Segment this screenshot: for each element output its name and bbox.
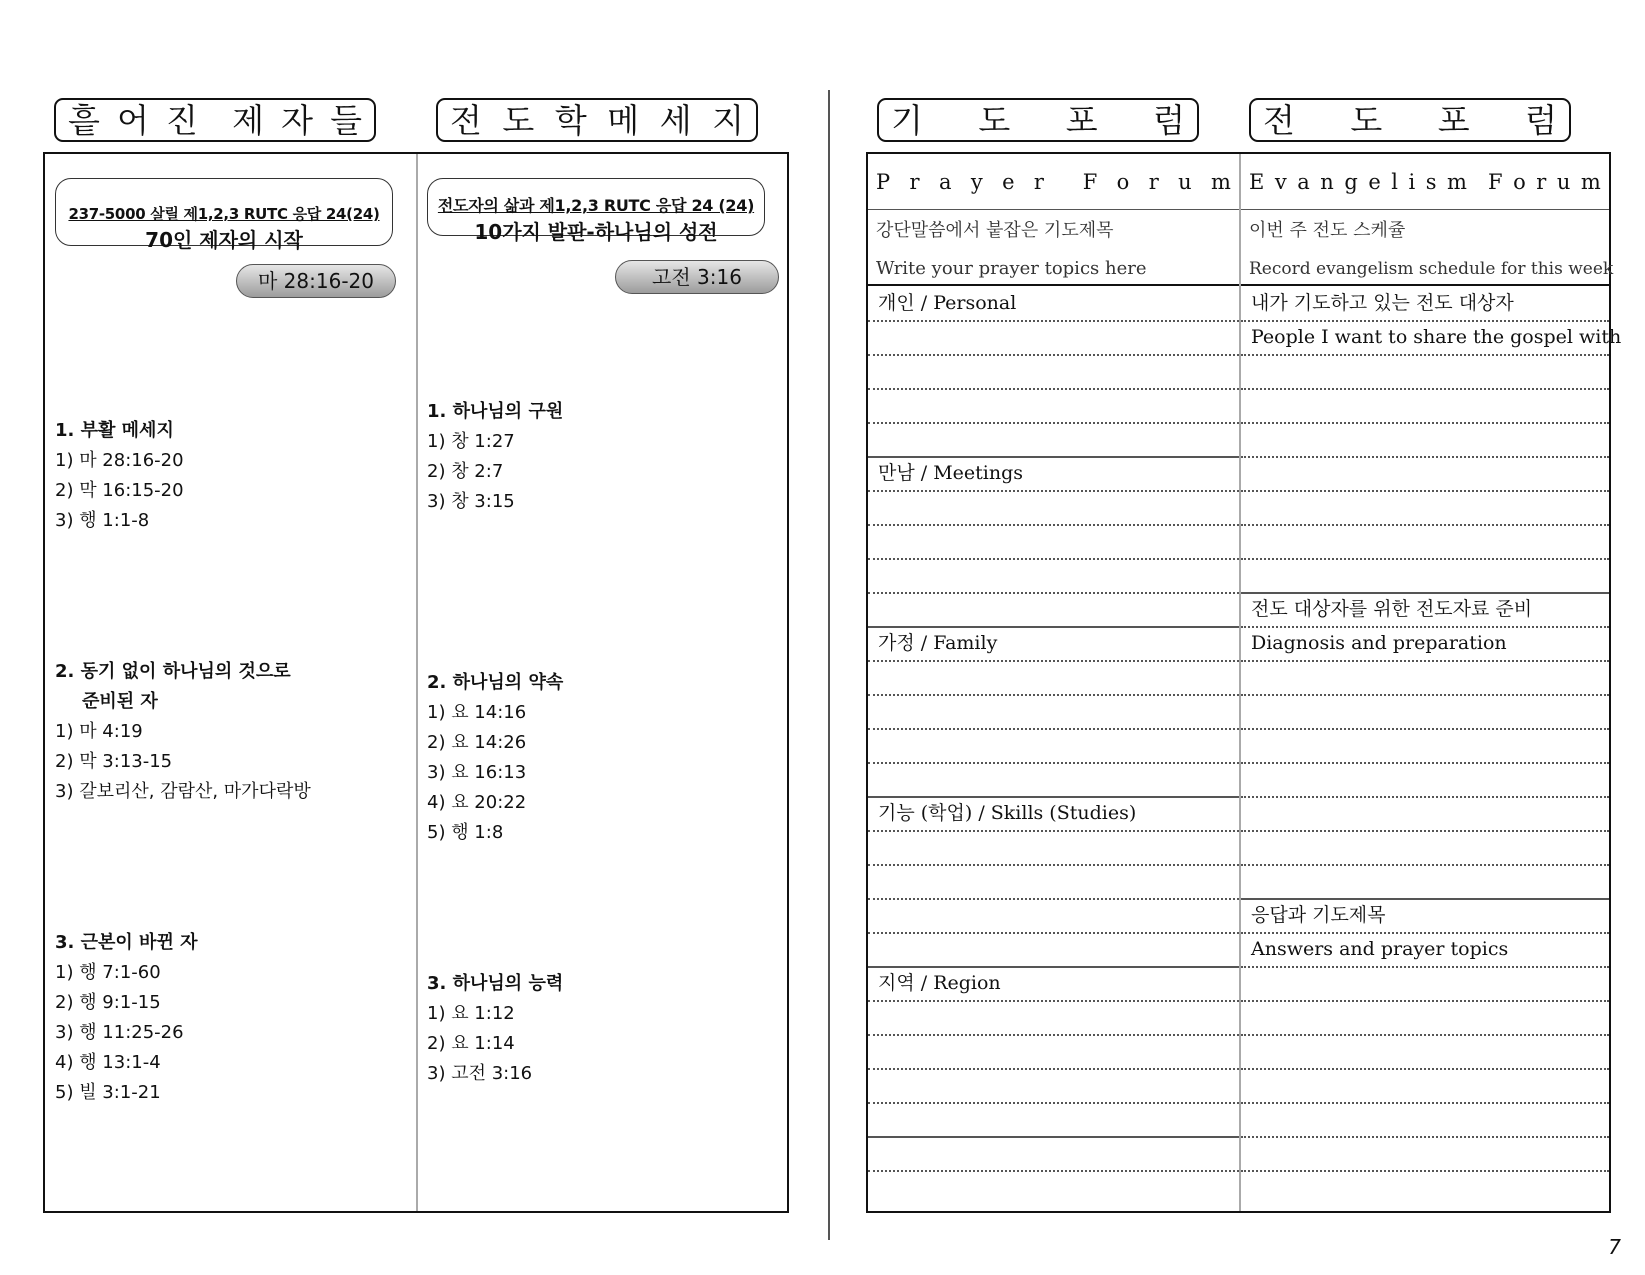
write-line bbox=[1241, 354, 1609, 356]
write-line bbox=[1241, 830, 1609, 832]
header-prayer-forum bbox=[877, 98, 1199, 142]
write-line bbox=[1241, 728, 1609, 730]
section-heading: 2. 하나님의 약속 bbox=[427, 672, 564, 693]
header-evangelism-message bbox=[436, 98, 758, 142]
section-heading: 3. 근본이 바뀐 자 bbox=[55, 932, 198, 953]
section-heading: 2. 동기 없이 하나님의 것으로 bbox=[55, 661, 291, 682]
prayer-forum-subtitle bbox=[868, 210, 1239, 286]
write-line bbox=[1241, 966, 1609, 968]
title-char: n bbox=[1320, 169, 1334, 194]
title-char: o bbox=[1116, 169, 1130, 194]
write-line bbox=[868, 422, 1239, 424]
title-char: r bbox=[1536, 169, 1547, 194]
scripture-pill-left: 마 28:16-20 bbox=[236, 264, 396, 298]
subtitle-en: Record evangelism schedule for this week bbox=[1249, 259, 1614, 279]
header-char: 들 bbox=[330, 100, 362, 140]
title-char: u bbox=[1556, 169, 1571, 194]
subtitle-ko: 강단말씀에서 붙잡은 기도제목 bbox=[876, 220, 1114, 241]
list-item: 2) 막 16:15-20 bbox=[55, 480, 184, 501]
prayer-section-label: 가정 / Family bbox=[878, 632, 998, 654]
subtitle-ko: 이번 주 전도 스케쥴 bbox=[1249, 220, 1406, 241]
section-left-3 bbox=[55, 928, 198, 1108]
section-heading: 1. 부활 메세지 bbox=[55, 420, 174, 441]
header-char: 럼 bbox=[1153, 100, 1185, 140]
title-char: s bbox=[1425, 169, 1437, 194]
header-char: 세 bbox=[659, 100, 692, 140]
write-line bbox=[1241, 864, 1609, 866]
header-char: 흩 bbox=[68, 100, 100, 140]
list-item: 3) 고전 3:16 bbox=[427, 1063, 533, 1084]
write-line bbox=[868, 864, 1239, 866]
write-line bbox=[868, 558, 1239, 560]
write-line bbox=[868, 524, 1239, 526]
write-line bbox=[1241, 660, 1609, 662]
header-char: 도 bbox=[1350, 100, 1383, 140]
evangelism-forum-column bbox=[1241, 154, 1622, 1211]
title-char: r bbox=[1033, 169, 1044, 194]
write-line bbox=[1241, 796, 1609, 798]
section-heading: 1. 하나님의 구원 bbox=[427, 401, 564, 422]
write-line bbox=[868, 694, 1239, 696]
header-char: 학 bbox=[554, 100, 587, 140]
write-line bbox=[868, 1068, 1239, 1070]
list-item: 2) 행 9:1-15 bbox=[55, 992, 161, 1013]
column-separator bbox=[416, 154, 418, 1211]
evangelism-block-label-ko: 전도 대상자를 위한 전도자료 준비 bbox=[1251, 598, 1533, 620]
section-left-1 bbox=[55, 416, 184, 536]
title-char: l bbox=[1391, 169, 1398, 194]
title-char: y bbox=[970, 169, 983, 194]
caption-subtitle: 전도자의 삶과 제1,2,3 RUTC 응답 24 (24) bbox=[437, 196, 755, 215]
evangelism-forum-subtitle bbox=[1241, 210, 1614, 286]
title-char: m bbox=[1211, 169, 1231, 194]
title-char: m bbox=[1580, 169, 1601, 194]
list-item: 4) 행 13:1-4 bbox=[55, 1052, 161, 1073]
prayer-section-label: 기능 (학업) / Skills (Studies) bbox=[878, 802, 1137, 824]
write-line bbox=[1241, 388, 1609, 390]
write-line bbox=[1241, 694, 1609, 696]
title-char: i bbox=[1408, 169, 1416, 194]
title-char: F bbox=[1487, 169, 1503, 194]
prayer-forum-title bbox=[868, 154, 1239, 210]
evangelism-block-label-en: Diagnosis and preparation bbox=[1251, 632, 1507, 654]
write-line bbox=[868, 932, 1239, 934]
caption-box-right bbox=[427, 178, 765, 244]
write-line bbox=[868, 490, 1239, 492]
title-char: g bbox=[1344, 169, 1358, 194]
write-line bbox=[868, 898, 1239, 900]
prayer-section-label: 개인 / Personal bbox=[878, 292, 1017, 314]
section-right-2 bbox=[427, 668, 563, 848]
section-right-1 bbox=[427, 397, 563, 517]
list-item: 1) 마 4:19 bbox=[55, 721, 143, 742]
write-line bbox=[868, 1170, 1239, 1172]
scripture-pill-right: 고전 3:16 bbox=[615, 260, 779, 294]
title-char: E bbox=[1249, 169, 1265, 194]
write-line bbox=[1241, 1170, 1609, 1172]
write-line bbox=[1241, 1136, 1609, 1138]
caption-box-left bbox=[55, 178, 393, 252]
list-item: 5) 빌 3:1-21 bbox=[55, 1082, 161, 1103]
title-char: m bbox=[1447, 169, 1467, 194]
caption-title: 70인 제자의 시작 bbox=[145, 228, 303, 252]
list-item: 1) 행 7:1-60 bbox=[55, 962, 161, 983]
header-char: 전 bbox=[450, 100, 482, 140]
list-item: 3) 요 16:13 bbox=[427, 762, 527, 783]
title-char: a bbox=[1297, 169, 1310, 194]
write-line bbox=[1241, 762, 1609, 764]
evangelism-block-label-ko: 응답과 기도제목 bbox=[1251, 904, 1386, 926]
write-line bbox=[868, 320, 1239, 322]
header-char: 자 bbox=[281, 100, 313, 140]
write-line bbox=[1241, 524, 1609, 526]
evangelism-block-label-en: Answers and prayer topics bbox=[1251, 938, 1509, 960]
evangelism-forum-title bbox=[1241, 154, 1609, 210]
prayer-section-label: 만남 / Meetings bbox=[878, 462, 1023, 484]
list-item: 4) 요 20:22 bbox=[427, 792, 527, 813]
title-char: e bbox=[1002, 169, 1015, 194]
evangelism-block-label-ko: 내가 기도하고 있는 전도 대상자 bbox=[1251, 292, 1514, 314]
prayer-forum-column bbox=[868, 154, 1239, 1211]
header-char: 기 bbox=[891, 100, 923, 140]
list-item: 3) 행 11:25-26 bbox=[55, 1022, 184, 1043]
write-line bbox=[868, 388, 1239, 390]
message-sheet bbox=[43, 152, 789, 1213]
title-char: u bbox=[1178, 169, 1192, 194]
section-left-2 bbox=[55, 657, 311, 807]
prayer-section-label: 지역 / Region bbox=[878, 972, 1001, 994]
write-line bbox=[1241, 1102, 1609, 1104]
header-char: 제 bbox=[232, 100, 264, 140]
write-line bbox=[1241, 1034, 1609, 1036]
header-char: 도 bbox=[978, 100, 1011, 140]
title-char: r bbox=[909, 169, 920, 194]
list-item: 1) 마 28:16-20 bbox=[55, 450, 184, 471]
title-char: a bbox=[938, 169, 952, 194]
write-line bbox=[868, 1034, 1239, 1036]
write-line bbox=[868, 354, 1239, 356]
caption-title: 10가지 발판-하나님의 성전 bbox=[474, 220, 718, 244]
write-line bbox=[1241, 1068, 1609, 1070]
header-evangelism-forum bbox=[1249, 98, 1571, 142]
subtitle-en: Write your prayer topics here bbox=[876, 258, 1147, 279]
list-item: 3) 갈보리산, 감람산, 마가다락방 bbox=[55, 781, 311, 802]
header-char: 지 bbox=[712, 100, 744, 140]
section-heading: 3. 하나님의 능력 bbox=[427, 973, 564, 994]
list-item: 1) 창 1:27 bbox=[427, 431, 515, 452]
header-char: 전 bbox=[1263, 100, 1295, 140]
header-char: 도 bbox=[502, 100, 535, 140]
caption-subtitle: 237-5000 살릴 제1,2,3 RUTC 응답 24(24) bbox=[68, 205, 380, 223]
write-line bbox=[1241, 1000, 1609, 1002]
title-char: P bbox=[876, 169, 891, 194]
title-char: v bbox=[1274, 169, 1287, 194]
header-scattered-disciples bbox=[54, 98, 376, 142]
list-item: 2) 요 1:14 bbox=[427, 1033, 515, 1054]
header-char: 포 bbox=[1065, 100, 1098, 140]
header-char: 어 bbox=[117, 100, 149, 140]
write-line bbox=[868, 1102, 1239, 1104]
write-line bbox=[868, 830, 1239, 832]
section-heading-cont: 준비된 자 bbox=[82, 691, 158, 712]
write-line bbox=[1241, 456, 1609, 458]
write-line bbox=[1241, 490, 1609, 492]
write-line bbox=[868, 1000, 1239, 1002]
title-char: o bbox=[1513, 169, 1526, 194]
write-line bbox=[868, 592, 1239, 594]
list-item: 2) 창 2:7 bbox=[427, 461, 504, 482]
page-divider bbox=[828, 90, 830, 1240]
list-item: 3) 창 3:15 bbox=[427, 491, 515, 512]
section-right-3 bbox=[427, 969, 563, 1089]
list-item: 2) 요 14:26 bbox=[427, 732, 527, 753]
list-item: 1) 요 1:12 bbox=[427, 1003, 515, 1024]
list-item: 3) 행 1:1-8 bbox=[55, 510, 150, 531]
page-number: 7 bbox=[1608, 1235, 1621, 1259]
header-char: 럼 bbox=[1525, 100, 1557, 140]
write-line bbox=[868, 762, 1239, 764]
title-char: r bbox=[1148, 169, 1159, 194]
header-char: 진 bbox=[166, 100, 198, 140]
title-char: e bbox=[1368, 169, 1381, 194]
list-item: 5) 행 1:8 bbox=[427, 822, 504, 843]
evangelism-block-label-en: People I want to share the gospel with bbox=[1251, 326, 1622, 348]
write-line bbox=[868, 728, 1239, 730]
section-rule bbox=[868, 1136, 1239, 1138]
list-item: 1) 요 14:16 bbox=[427, 702, 527, 723]
list-item: 2) 막 3:13-15 bbox=[55, 751, 173, 772]
write-line bbox=[1241, 422, 1609, 424]
forum-sheet bbox=[866, 152, 1622, 1213]
header-char: 메 bbox=[607, 100, 640, 140]
write-line bbox=[1241, 558, 1609, 560]
header-char: 포 bbox=[1437, 100, 1470, 140]
write-line bbox=[868, 660, 1239, 662]
title-char: F bbox=[1082, 169, 1098, 194]
